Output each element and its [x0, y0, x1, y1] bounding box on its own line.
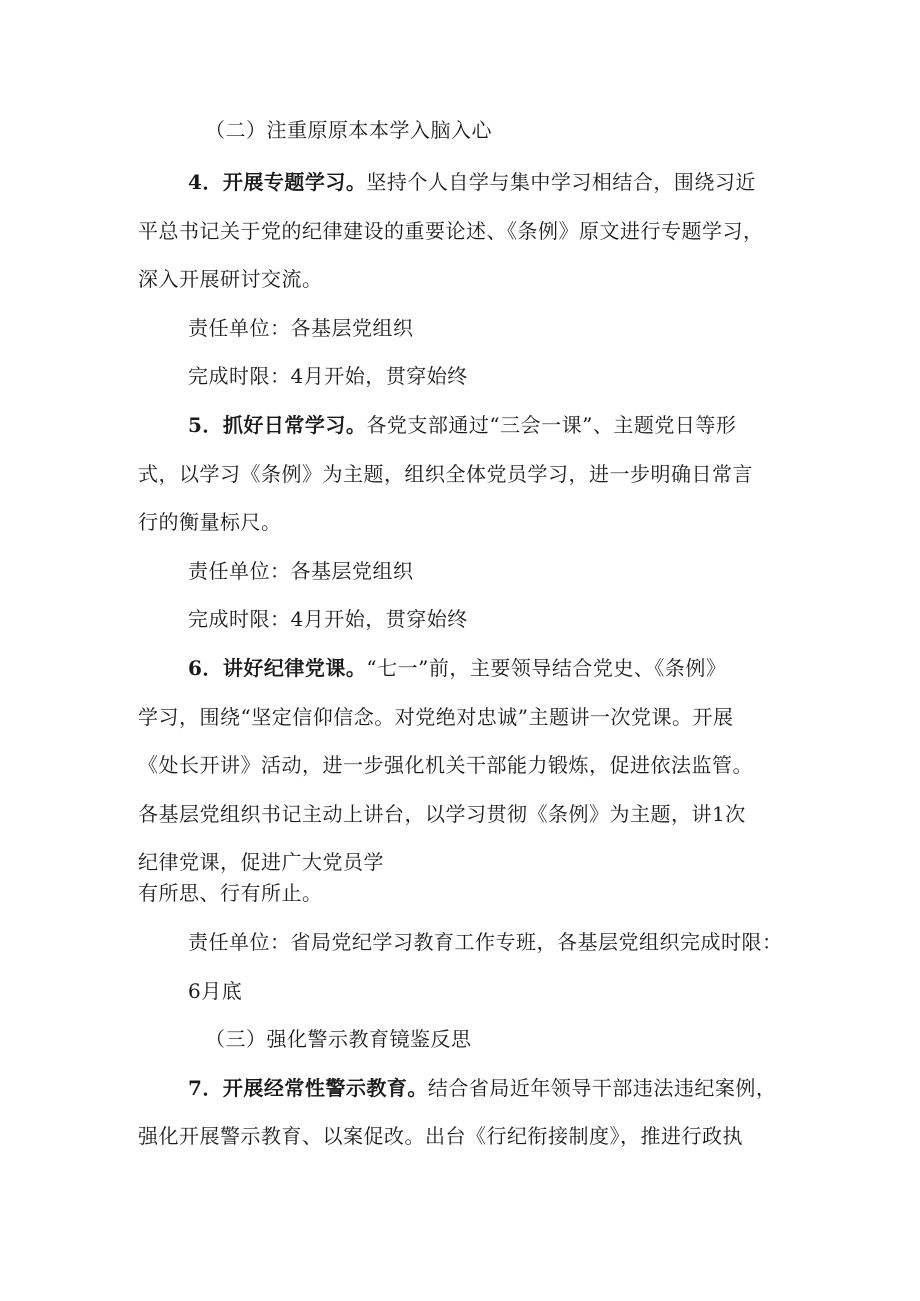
item-4-line-1 — [188, 167, 756, 197]
section-heading-2: （二）注重原原本本学入脑入心 — [205, 118, 492, 142]
item-4-title: 4．开展专题学习。 — [188, 170, 367, 194]
item-4-line-2: 平总书记关于党的纪律建设的重要论述、《条例》原文进行专题学习， — [138, 219, 764, 243]
item-6-line-3: 《处长开讲》活动，进一步强化机关干部能力锻炼，促进依法监管。 — [138, 753, 753, 777]
item-4-line-3: 深入开展研讨交流。 — [138, 267, 323, 291]
item-7-title: 7．开展经常性警示教育。 — [188, 1076, 428, 1100]
item-5-responsible-unit: 责任单位：各基层党组织 — [188, 559, 414, 583]
item-5-deadline: 完成时限：4月开始，贯穿始终 — [188, 607, 468, 631]
item-6-line-4: 各基层党组织书记主动上讲台，以学习贯彻《条例》为主题，讲1次 — [138, 802, 746, 826]
item-6-line-1 — [188, 653, 726, 683]
item-6-text: “七一”前，主要领导结合党史、《条例》 — [366, 656, 727, 680]
item-7-line-2: 强化开展警示教育、以案促改。出台《行纪衔接制度》，推进行政执 — [138, 1124, 743, 1148]
item-6-line-6: 有所思、行有所止。 — [138, 881, 323, 905]
section-heading-3: （三）强化警示教育镜鉴反思 — [205, 1027, 472, 1051]
item-5-line-2: 式，以学习《条例》为主题，组织全体党员学习，进一步明确日常言 — [138, 462, 753, 486]
item-7-line-1 — [188, 1073, 776, 1103]
item-4-responsible-unit: 责任单位：各基层党组织 — [188, 316, 414, 340]
item-6-line-2: 学习，围绕“坚定信仰信念。对党绝对忠诚”主题讲一次党课。开展 — [138, 705, 734, 729]
item-5-title: 5．抓好日常学习。 — [188, 413, 367, 437]
item-4-deadline: 完成时限：4月开始，贯穿始终 — [188, 364, 468, 388]
item-6-title: 6．讲好纪律党课。 — [188, 656, 367, 680]
item-6-deadline: 6月底 — [188, 979, 243, 1003]
item-4-text: 坚持个人自学与集中学习相结合，围绕习近 — [366, 170, 756, 194]
item-5-text: 各党支部通过“三会一课”、主题党日等形 — [366, 413, 737, 437]
item-6-responsible-unit: 责任单位：省局党纪学习教育工作专班，各基层党组织完成时限： — [188, 930, 783, 954]
item-5-line-3: 行的衡量标尺。 — [138, 510, 282, 534]
item-6-line-5: 纪律党课，促进广大党员学 — [138, 850, 384, 874]
item-5-line-1 — [188, 410, 736, 440]
item-7-text: 结合省局近年领导干部违法违纪案例， — [427, 1076, 777, 1100]
